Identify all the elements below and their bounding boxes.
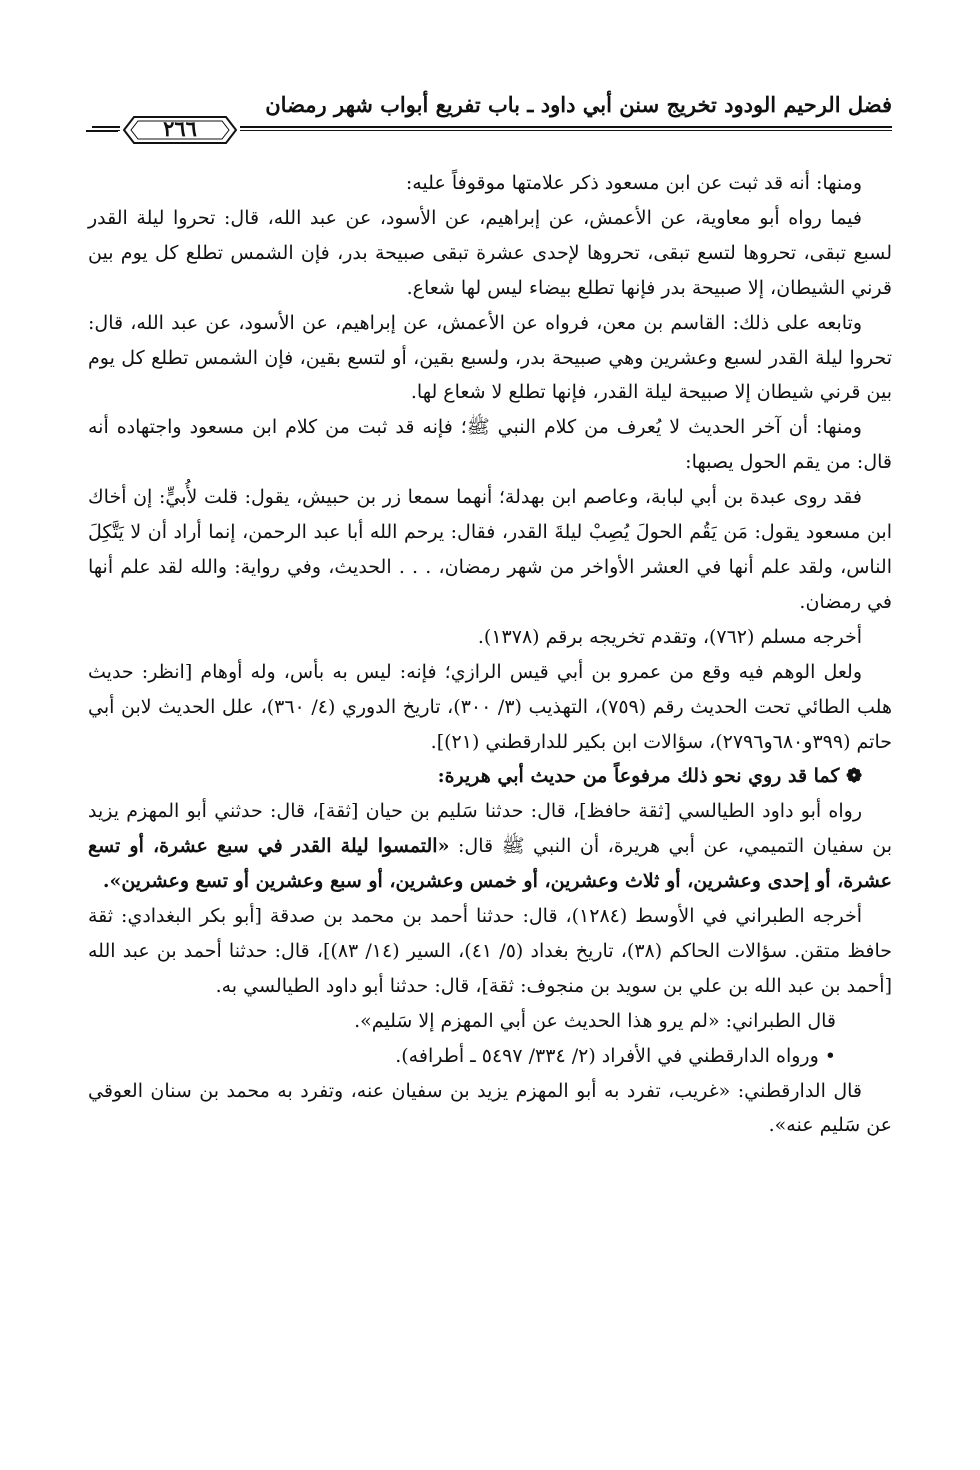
header-side-dash <box>86 130 118 132</box>
narration-chain: رواه أبو داود الطيالسي [ثقة حافظ]، قال: حدثنا سَليم بن حيان [ثقة]، قال: حدثني أبو المهزم يزيد بن سفيان التميمي، عن أبي هريرة، أن النبي ﷺ قال: <box>88 800 892 858</box>
section-heading: ❁ كما قد روي نحو ذلك مرفوعاً من حديث أبي هريرة: <box>437 765 862 788</box>
running-header <box>92 86 892 158</box>
bullet-paragraph: • ورواه الدارقطني في الأفراد (٢/ ٣٣٤/ ٥٤٩٧ ـ أطرافه). <box>395 1044 836 1067</box>
paragraph: قال الطبراني: «لم يرو هذا الحديث عن أبي المهزم إلا سَليم». <box>354 1009 836 1032</box>
paragraph: أخرجه الطبراني في الأوسط (١٢٨٤)، قال: حدثنا أحمد بن محمد بن صدقة [أبو بكر البغدادي: ثقة حافظ متقن. سؤالات الحاكم (٣٨)، تاريخ بغداد (٥/ ٤١)، السير (١٤/ ٨٣)]، قال: حدثنا أحمد بن عبد الله [أحمد بن عبد الله بن علي بن سويد بن منجوف: ثقة]، قال: حدثنا أبو داود الطيالسي به. <box>88 905 892 997</box>
paragraph: ومنها: أن آخر الحديث لا يُعرف من كلام النبي ﷺ؛ فإنه قد ثبت من كلام ابن مسعود واجتهاده أنه قال: من يقم الحول يصبها: <box>88 416 892 474</box>
header-title: فضل الرحيم الودود تخريج سنن أبي داود ـ باب تفريع أبواب شهر رمضان <box>265 92 892 117</box>
page-number: ٢٦٦ <box>163 116 197 141</box>
page-number-badge <box>120 113 240 147</box>
paragraph: فقد روى عبدة بن أبي لبابة، وعاصم ابن بهدلة؛ أنهما سمعا زر بن حبيش، يقول: قلت لأُبيٍّ: إن أخاك ابن مسعود يقول: مَن يَقُم الحولَ يُصِبْ ليلةَ القدر، فقال: يرحم الله أبا عبد الرحمن، إنما أراد أن لا يَتَّكِلَ الناس، ولقد علم أنها في العشر الأواخر من شهر رمضان، . . . الحديث، وفي رواية: والله لقد علم أنها في رمضان. <box>88 486 892 613</box>
paragraph: ولعل الوهم فيه وقع من عمرو بن أبي قيس الرازي؛ فإنه: ليس به بأس، وله أوهام [انظر: حديث هلب الطائي تحت الحديث رقم (٧٥٩)، التهذيب (٣/ ٣٠٠)، تاريخ الدوري (٤/ ٣٦٠)، علل الحديث لابن أبي حاتم (٣٩٩و٦٨٠و٢٧٩٦)، سؤالات ابن بكير للدارقطني (٢١)]. <box>88 660 892 753</box>
page-body <box>88 166 892 1143</box>
hadith-text: «التمسوا ليلة القدر في سبع عشرة، أو تسع عشرة، أو إحدى وعشرين، أو ثلاث وعشرين، أو خمس وعشرين، أو سبع وعشرين أو تسع وعشرين». <box>88 835 892 893</box>
paragraph <box>88 794 892 899</box>
paragraph: ومنها: أنه قد ثبت عن ابن مسعود ذكر علامتها موقوفاً عليه: <box>405 172 862 194</box>
paragraph: فيما رواه أبو معاوية، عن الأعمش، عن إبراهيم، عن الأسود، عن عبد الله، قال: تحروا ليلة القدر لسبع تبقى، تحروها لتسع تبقى، تحروها لإحدى عشرة تبقى صبيحة بدر، فإن الشمس تطلع كل يوم بين قرني الشيطان، إلا صبيحة بدر فإنها تطلع بيضاء ليس لها شعاع. <box>88 206 892 299</box>
paragraph: وتابعه على ذلك: القاسم بن معن، فرواه عن الأعمش، عن إبراهيم، عن الأسود، عن عبد الله، قال: تحروا ليلة القدر لسبع وعشرين وهي صبيحة بدر، ولسبع بقين، أو لتسع بقين، فإن الشمس تطلع كل يوم بين قرني شيطان إلا صبيحة ليلة القدر، فإنها تطلع لا شعاع لها. <box>88 311 892 404</box>
paragraph: أخرجه مسلم (٧٦٢)، وتقدم تخريجه برقم (١٣٧٨). <box>477 625 862 648</box>
paragraph: قال الدارقطني: «غريب، تفرد به أبو المهزم يزيد بن سفيان عنه، وتفرد به محمد بن سنان العوقي عن سَليم عنه». <box>88 1079 892 1137</box>
